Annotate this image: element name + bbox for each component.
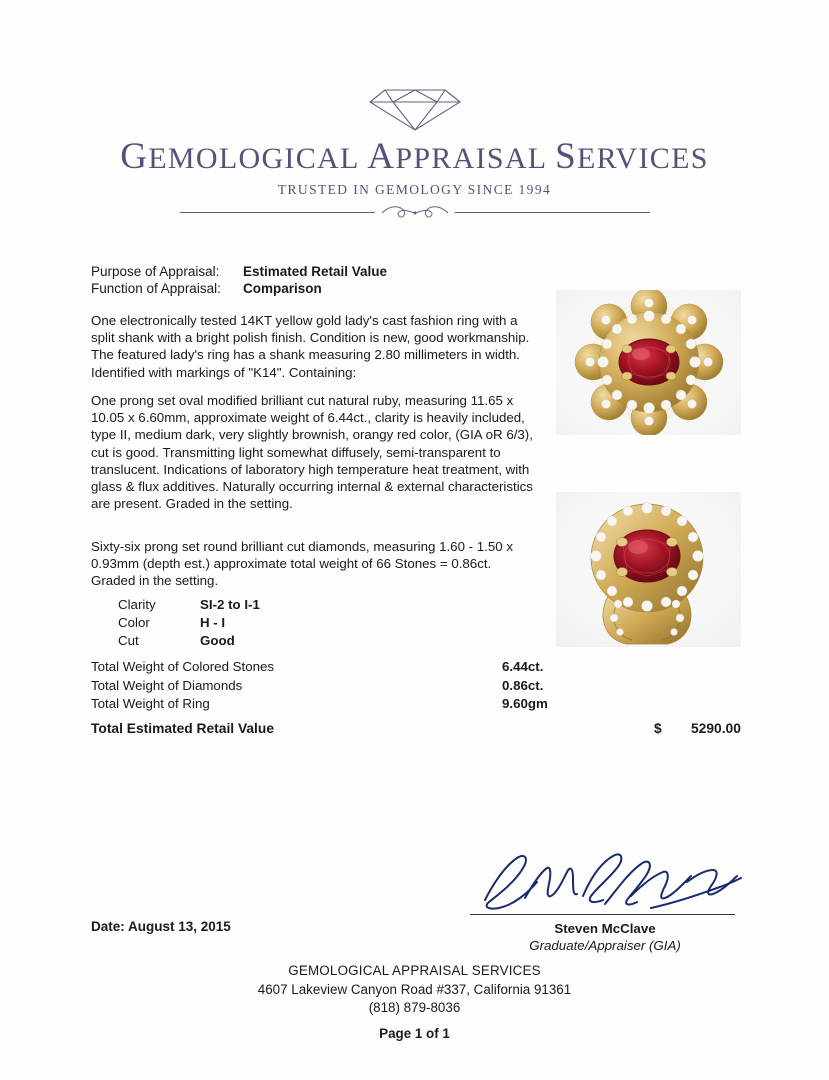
total-value-diamonds: 0.86ct. xyxy=(502,677,544,693)
table-row xyxy=(118,596,260,614)
signature-line xyxy=(470,914,735,915)
spec-key-cut: Cut xyxy=(118,633,139,648)
appraisal-date: Date: August 13, 2015 xyxy=(91,919,231,934)
purpose-row xyxy=(91,263,387,280)
grand-total-row xyxy=(91,721,741,741)
signature-area xyxy=(455,838,755,918)
letterhead xyxy=(0,72,829,221)
table-row xyxy=(91,677,711,696)
description-paragraph-ring: One electronically tested 14KT yellow gold lady's cast fashion ring with a split shank with a bright polish finish. Condition is new, good workmanship. The featured lady's ring has a shank measuring 2.80 millimeters in width. Identified with markings of "K14". Containing: xyxy=(91,313,530,380)
grand-total-label: Total Estimated Retail Value xyxy=(91,721,274,736)
signer-title: Graduate/Appraiser (GIA) xyxy=(529,938,681,953)
totals-table xyxy=(91,658,711,714)
divider xyxy=(180,205,650,221)
purpose-value: Estimated Retail Value xyxy=(243,264,388,279)
spec-key-clarity: Clarity xyxy=(118,597,156,612)
ring-photo-angled-view xyxy=(556,492,741,647)
table-row xyxy=(118,632,260,650)
total-label-colored-stones: Total Weight of Colored Stones xyxy=(91,659,275,674)
total-value-ring-weight: 9.60gm xyxy=(502,696,548,711)
total-label-ring-weight: Total Weight of Ring xyxy=(91,696,210,711)
ring-photo-top-view xyxy=(556,290,741,435)
company-tagline: TRUSTED IN GEMOLOGY SINCE 1994 xyxy=(277,181,552,197)
total-label-diamonds: Total Weight of Diamonds xyxy=(91,677,243,693)
purpose-label: Purpose of Appraisal: xyxy=(91,264,220,279)
function-value: Comparison xyxy=(243,281,322,296)
description-paragraph-ruby: One prong set oval modified brilliant cut natural ruby, measuring 11.65 x 10.05 x 6.60mm, approximate weight of 6.44ct., clarity is heavily included, type II, medium dark, very slightly brownish, orangy red color, (GIA oR 6/3), cut is good. Transmitting light somewhat diffusely, semi-transparent to translucent. Indications of laboratory high temperature heat treatment, with glass & flux additives. Naturally occurring internal & external characteristics are present. Graded in the setting. xyxy=(91,393,533,512)
spec-value-cut: Good xyxy=(200,633,235,648)
total-value-colored-stones: 6.44ct. xyxy=(502,659,544,674)
purpose-block xyxy=(91,263,387,297)
diamond-icon xyxy=(355,72,475,134)
description-paragraph-diamonds: Sixty-six prong set round brilliant cut diamonds, measuring 1.60 - 1.50 x 0.93mm (depth est.) approximate total weight of 66 Stones = 0.86ct. Graded in the setting. xyxy=(91,539,514,589)
spec-key-color: Color xyxy=(118,615,150,630)
table-row xyxy=(91,658,711,677)
company-name-a: A xyxy=(367,136,396,177)
divider-line-right xyxy=(455,212,650,213)
company-name-emological: EMOLOGICAL xyxy=(148,142,368,175)
company-name-ppraisal: PPRAISAL xyxy=(395,142,556,175)
table-row xyxy=(118,614,260,632)
footer-phone: (818) 879-8036 xyxy=(368,1000,461,1015)
signature-icon xyxy=(455,838,755,918)
footer-address: 4607 Lakeview Canyon Road #337, California 91361 xyxy=(257,981,572,997)
footer-company: GEMOLOGICAL APPRAISAL SERVICES xyxy=(288,963,541,978)
company-name-s: S xyxy=(555,136,578,177)
ring-image-top xyxy=(556,290,741,435)
divider-line-left xyxy=(180,212,375,213)
spec-value-clarity: SI-2 to I-1 xyxy=(200,597,260,612)
footer xyxy=(0,962,829,1043)
company-name xyxy=(0,138,829,177)
function-row xyxy=(91,280,387,297)
signer-name: Steven McClave xyxy=(554,921,656,936)
company-name-ervices: ERVICES xyxy=(577,142,709,175)
grand-total-currency: $ xyxy=(654,721,662,736)
ring-image-angled xyxy=(556,492,741,647)
spec-value-color: H - I xyxy=(200,615,226,630)
table-row xyxy=(91,695,711,714)
flourish-ornament-icon xyxy=(378,203,452,223)
function-label: Function of Appraisal: xyxy=(91,281,221,296)
grand-total-amount: 5290.00 xyxy=(691,721,741,736)
company-name-g: G xyxy=(120,136,149,177)
diamond-spec-table xyxy=(118,596,260,650)
page-number: Page 1 of 1 xyxy=(379,1025,450,1041)
signer-block xyxy=(455,921,755,953)
